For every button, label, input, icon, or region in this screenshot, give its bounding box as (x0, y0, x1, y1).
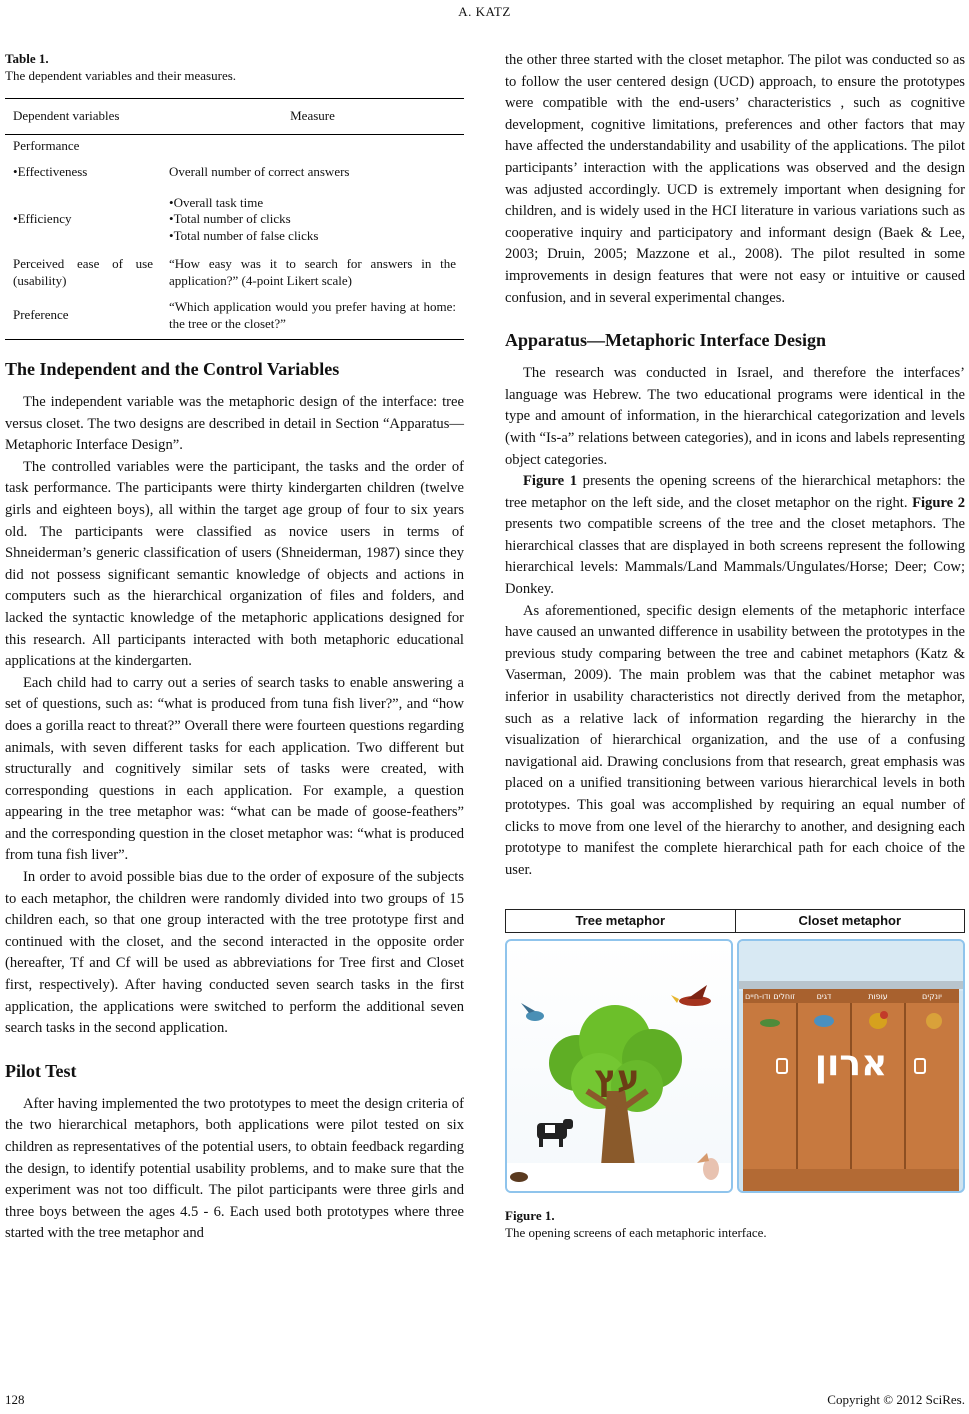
col-header-variables: Dependent variables (5, 99, 161, 135)
cell-efficiency-m1: • Overall task time (169, 195, 456, 212)
section-heading-variables: The Independent and the Control Variables (5, 359, 340, 379)
paragraph-text: presents the opening screens of the hierarchical metaphors: the tree metaphor on the left side, and the closet metaphor on the right. (505, 473, 965, 511)
cell-efficiency: • Efficiency (13, 211, 71, 226)
shelf-label: דגים (816, 992, 832, 1002)
section-heading-apparatus: Apparatus—Metaphoric Interface Design (505, 330, 826, 351)
figure-1 (505, 909, 965, 1241)
paragraph: Each child had to carry out a series of search tasks to enable answering a set of questions, such as: “what is produced from tuna fish liver?”, and “how does a gorilla react to threat?” Overall there were fourteen questions regarding animals, with seven different tasks for each application. Two different but structurally and cognitively similar sets of tasks were created, with corresponding questions in each application. For example, a question appearing in the tree metaphor was: “what can be made of goose-feathers” and the corresponding question in the closet metaphor was: “what is produced from tuna fish liver”. (5, 674, 464, 864)
closet-illustration (739, 941, 963, 1191)
paragraph: The independent variable was the metaphoric design of the interface: tree versus closet. The two designs are described in detail in Section “Apparatus—Metaphoric Interface Design”. (5, 394, 464, 454)
shelf-label: עופות (868, 992, 888, 1002)
table-row (5, 293, 464, 340)
paragraph: In order to avoid possible bias due to the order of exposure of the subjects to each metaphor, the children were randomly divided into two groups of 15 children each, so that one group interacted with the tree prototype first and continued with the closet, and the second interacted in the opposite order (hereafter, Tf and Cf will be used as abbreviations for Tree first and Closet first, respectively). After having conducted seven search tasks in the first application, the applications were switched to perform the additional seven search tasks in the second application. (5, 869, 464, 1037)
cell-preference: Preference (5, 293, 161, 340)
paragraph: the other three started with the closet metaphor. The pilot was conducted so as to follow the user centered design (UCD) approach, to ensure the prototypes were compatible with the end-users’ characteristics , such as cognitive development, cognitive limitations, preferences and other factors that may have affected the understandability and usability of the applications. The pilot participants’ interaction with the applications was observed and the design was adjusted accordingly. UCD is extremely important when designing for children, and is widely used in the HCI literature in various variations such as cooperative inquiry and participatory and informant design (Baek & Lee, 2003; Druin, 2005; Mazzone et al., 2008). The pilot resulted in some improvements in design features that were not easy or intuitive or caused confusion, and in several experimental changes. (505, 52, 965, 306)
table-caption-text: The dependent variables and their measures. (5, 68, 237, 83)
paragraph: The controlled variables were the participant, the tasks and the order of task performance. The participants were thirty kindergarten children (twelve girls and eighteen boys), all within the target age group of four to six years old. The participants were classified as novice users in terms of Shneiderman’s generic classification of users (Shneiderman, 1987) since they did not possess significant semantic knowledge of objects and actions in computers such as the hierarchical organization of files and folders, and lacked the syntactic knowledge of the metaphoric applications designed for this research. All participants interacted with both metaphoric educational applications at the kindergarten. (5, 458, 464, 670)
hedgehog-icon (510, 1172, 528, 1182)
bird-icon (521, 1003, 544, 1021)
shelf-label: זוחלים ודו-חיים (744, 992, 796, 1002)
dependent-variables-table (5, 98, 464, 340)
paragraph: After having implemented the two prototypes to meet the design criteria of the two hierarchical metaphors, both applications were pilot tested on six children as representatives of the potential users, to obtain feedback regarding the design, to identify potential usability problems, and to make sure that the experiment was not too difficult. The pilot participants were three girls and three boys between the ages 4.5 - 6. Each used both prototypes where three started with the tree metaphor and (5, 1095, 464, 1242)
shelf-label: יונקים (922, 992, 942, 1002)
cell-performance: Performance (13, 137, 80, 153)
figure-1-ref: Figure 1 (523, 473, 578, 490)
cell-ease-measure: “How easy was it to search for answers in the application?” (4-point Likert scale) (169, 256, 456, 288)
closet-word: ארון (814, 1043, 888, 1085)
cell-effectiveness: • Effectiveness (13, 164, 87, 179)
col-header-measure: Measure (161, 99, 464, 135)
lion-icon (926, 1013, 942, 1029)
paragraph: As aforementioned, specific design elements of the metaphoric interface have caused an unwanted difference in usability between the prototypes in the previous study comparing between the tree and cabinet metaphors (Katz & Vaserman, 2009). The main problem was that the cabinet metaphor was inferior in usability characteristics not directly derived from the metaphor, such as a relative lack of information regarding the hierarchy in the visualization of hierarchical organization, and the use of a confusing navigational aid. Drawing conclusions from that research, great emphasis was placed on a unified transitioning between various hierarchical levels in both prototypes. This goal was accomplished by requiring an equal number of clicks to move from one level of the hierarchy to another, and designing each prototype to manifest the complete hierarchical path for each choice of the user. (505, 602, 965, 878)
paragraph: The research was conducted in Israel, and therefore the interfaces’ language was Hebrew. The two educational programs were identical in the type and amount of information, in the hierarchical categorization and levels (with “Is-a” relations between categories), and in icons and labels representing object categories. (505, 365, 965, 468)
cow-icon (537, 1119, 573, 1147)
cell-preference-measure: “Which application would you prefer having at home: the tree or the closet?” (161, 293, 464, 340)
right-column (505, 50, 965, 1241)
figure-images (505, 939, 965, 1193)
fish-icon (814, 1015, 834, 1027)
table-row (5, 134, 464, 158)
cell-efficiency-m2: • Total number of clicks (169, 211, 456, 228)
running-header: A. KATZ (458, 4, 511, 19)
closet-metaphor-screen (737, 939, 965, 1193)
paragraph (505, 471, 965, 601)
table-label: Table 1. (5, 51, 49, 66)
flying-bird-icon (671, 985, 711, 1006)
cell-effectiveness-measure: Overall number of correct answers (169, 164, 350, 179)
figure-caption (505, 1207, 965, 1241)
section-heading-pilot: Pilot Test (5, 1060, 77, 1081)
figure-2-ref: Figure 2 (912, 494, 965, 511)
table-row (5, 248, 464, 293)
table-row (5, 191, 464, 249)
tree-word: עץ (594, 1058, 640, 1099)
cell-efficiency-m3: • Total number of false clicks (169, 228, 456, 245)
copyright: Copyright © 2012 SciRes. (827, 1392, 965, 1407)
paragraph-text: presents two compatible screens of the tree and the closet metaphors. The hierarchical classes that are displayed in both screens represent the following hierarchical levels: Mammals/Land Mammals/Ungulates/Horse; Deer; Cow; Donkey. (505, 516, 965, 598)
tree-metaphor-label: Tree metaphor (575, 913, 666, 929)
table-row (5, 158, 464, 191)
tree-illustration (507, 941, 731, 1191)
cell-ease: Perceived ease of use (usability) (13, 256, 153, 288)
tree-metaphor-screen (505, 939, 733, 1193)
table-header-row (5, 99, 464, 135)
closet-metaphor-label: Closet metaphor (735, 910, 965, 932)
lizard-icon (760, 1019, 780, 1027)
table-caption (5, 50, 464, 84)
page-number: 128 (5, 1392, 25, 1407)
left-column (5, 50, 464, 1245)
figure-header (505, 909, 965, 933)
figure-caption-text: The opening screens of each metaphoric interface. (505, 1225, 767, 1241)
figure-label: Figure 1. (505, 1208, 555, 1224)
